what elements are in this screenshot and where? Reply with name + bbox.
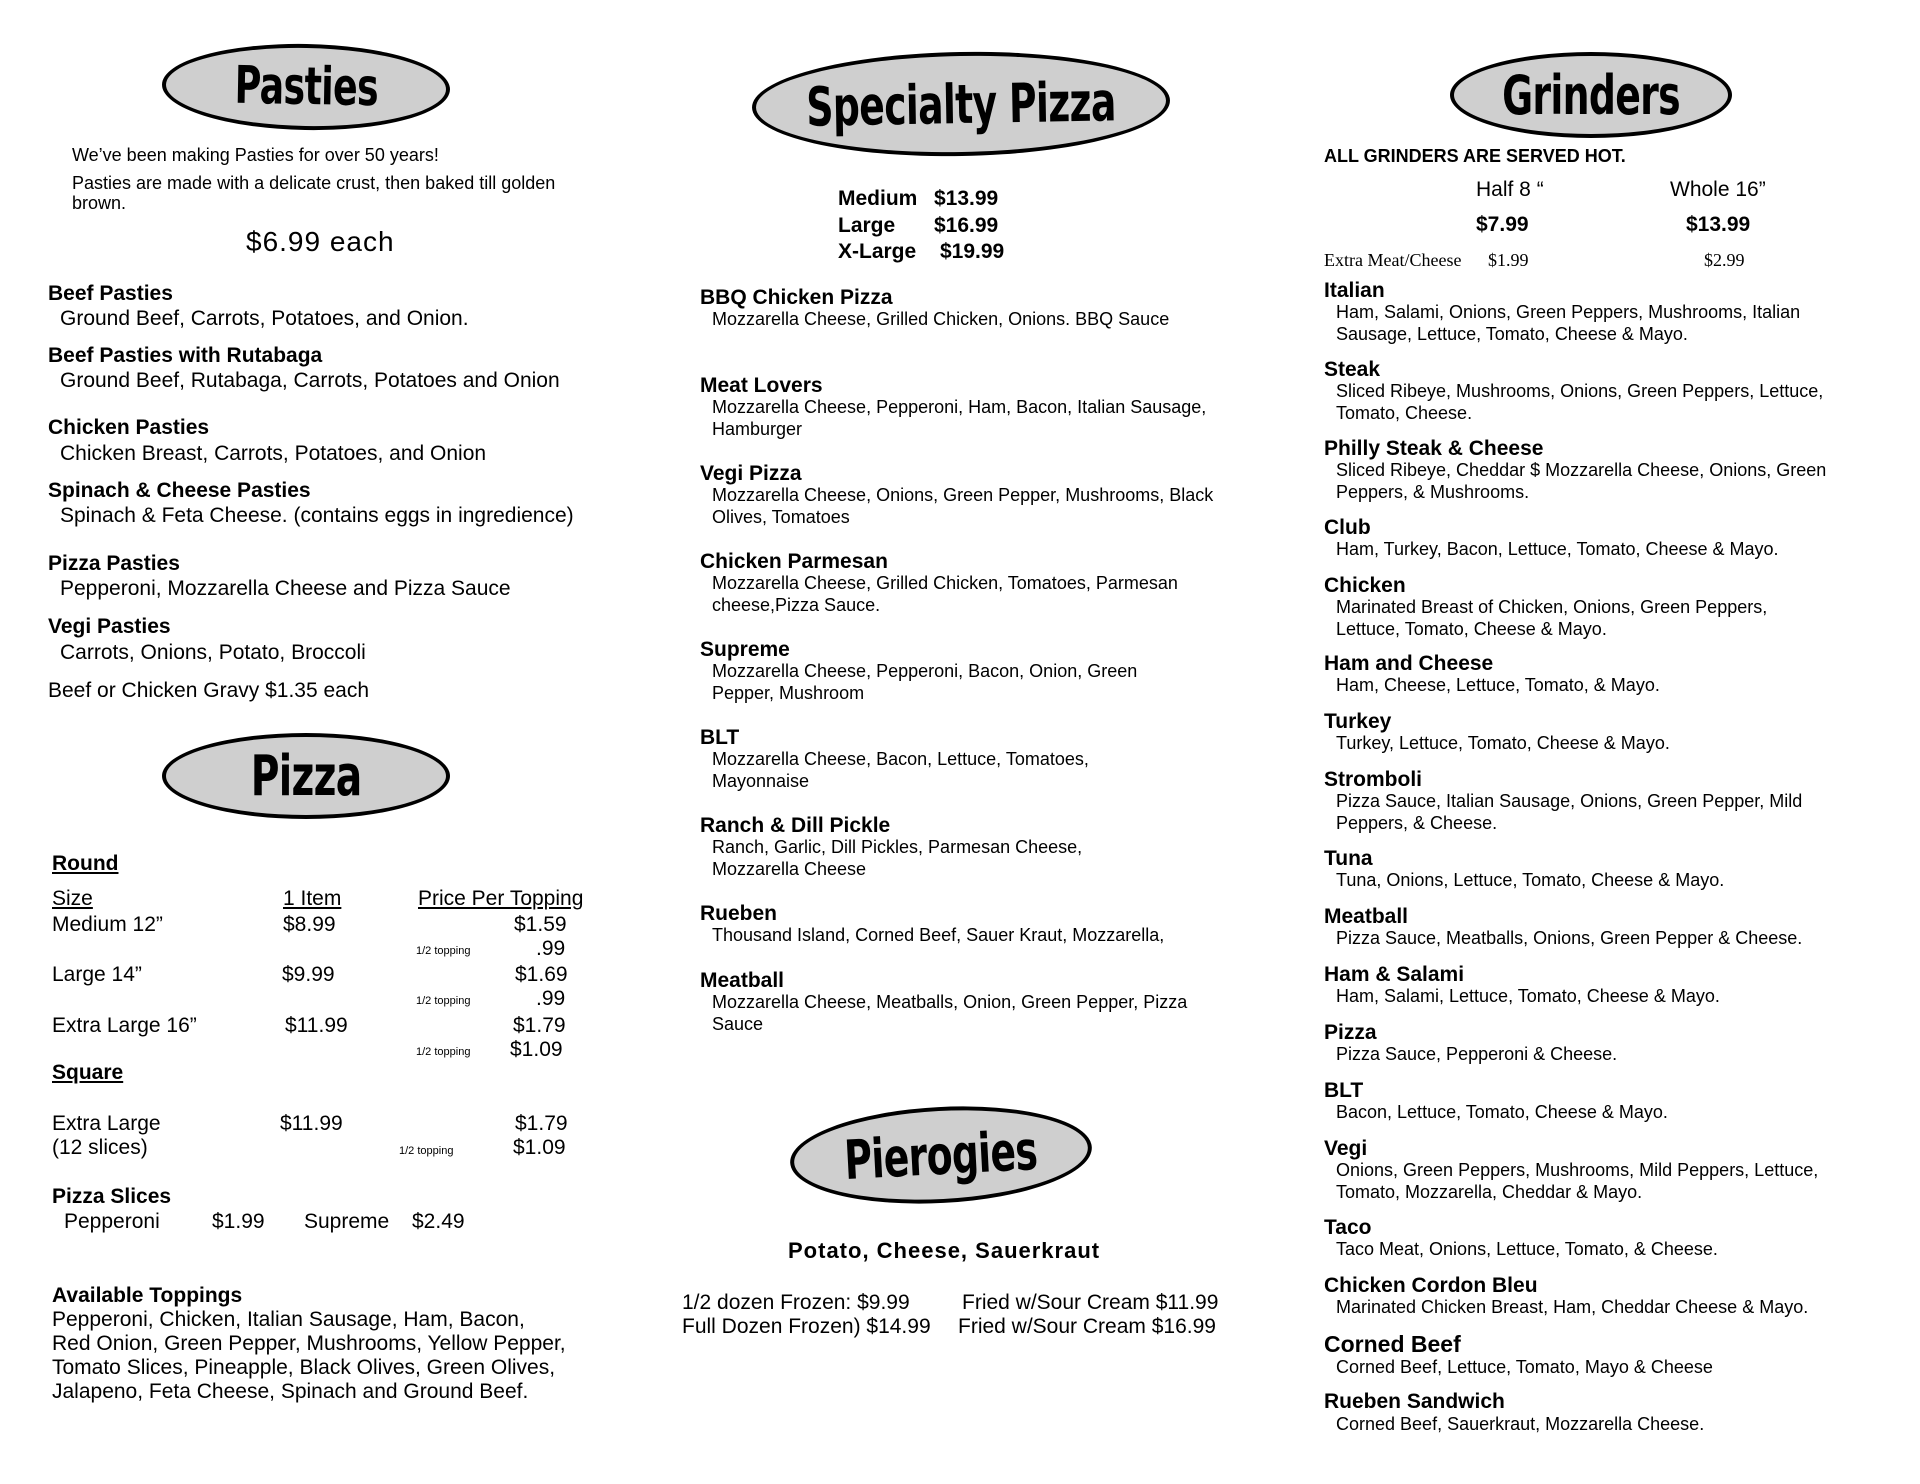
pasty-desc: Chicken Breast, Carrots, Potatoes, and Onion (60, 442, 487, 465)
square-slices: (12 slices) (52, 1136, 148, 1159)
grinders-heading-oval (1450, 52, 1732, 138)
grinder-desc: Corned Beef, Lettuce, Tomato, Mayo & Cheese (1336, 1357, 1713, 1377)
pizza-size: Large 14” (52, 963, 142, 986)
grinder-half-price: $7.99 (1476, 213, 1529, 236)
specialty-size-label: X-Large (838, 240, 917, 263)
grinder-name: Vegi (1324, 1137, 1368, 1160)
pizza-price: $11.99 (285, 1014, 348, 1037)
slice-supreme-price: $2.49 (412, 1210, 465, 1233)
col-size-header: Size (52, 887, 93, 910)
specialty-desc: Mozzarella Cheese, Onions, Green Pepper, Mushrooms, Black Olives, Tomatoes (712, 485, 1214, 527)
pizza-topping-price: $1.79 (513, 1014, 566, 1037)
specialty-name: Chicken Parmesan (700, 550, 888, 573)
half-topping-price: $1.09 (510, 1038, 563, 1061)
grinder-name: Philly Steak & Cheese (1324, 437, 1544, 460)
grinder-name: Stromboli (1324, 768, 1422, 791)
toppings-label: Available Toppings (52, 1284, 243, 1307)
pasty-name: Pizza Pasties (48, 552, 180, 575)
col-item-header: 1 Item (283, 887, 342, 910)
specialty-desc: Mozzarella Cheese, Pepperoni, Bacon, Onion, Green Pepper, Mushroom (712, 661, 1138, 703)
specialty-size-label: Large (838, 214, 896, 237)
grinder-desc: Sliced Ribeye, Mushrooms, Onions, Green Peppers, Lettuce, Tomato, Cheese. (1336, 381, 1824, 423)
grinder-name: Meatball (1324, 905, 1409, 928)
pasty-name: Beef Pasties (48, 282, 173, 305)
grinders-note: ALL GRINDERS ARE SERVED HOT. (1324, 146, 1626, 166)
specialty-heading: Specialty Pizza (805, 69, 1117, 139)
toppings-line: Jalapeno, Feta Cheese, Spinach and Ground Beef. (52, 1380, 529, 1403)
pizza-size: Medium 12” (52, 913, 163, 936)
pasty-desc: Pepperoni, Mozzarella Cheese and Pizza Sauce (60, 577, 511, 600)
pierogies-flavors: Potato, Cheese, Sauerkraut (788, 1238, 1101, 1263)
grinder-desc: Marinated Chicken Breast, Ham, Cheddar Cheese & Mayo. (1336, 1297, 1809, 1317)
slice-pepperoni-name: Pepperoni (64, 1210, 160, 1233)
grinder-desc: Sliced Ribeye, Cheddar $ Mozzarella Cheese, Onions, Green Peppers, & Mushrooms. (1336, 460, 1827, 502)
grinder-name: Steak (1324, 358, 1381, 381)
pasties-price: $6.99 each (246, 226, 395, 257)
specialty-name: Rueben (700, 902, 778, 925)
specialty-desc: Ranch, Garlic, Dill Pickles, Parmesan Cheese, Mozzarella Cheese (712, 837, 1083, 879)
grinder-name: Taco (1324, 1216, 1372, 1239)
specialty-desc: Thousand Island, Corned Beef, Sauer Kraut, Mozzarella, (712, 925, 1165, 945)
grinder-name: Club (1324, 516, 1371, 539)
toppings-line: Red Onion, Green Pepper, Mushrooms, Yellow Pepper, (52, 1332, 566, 1355)
half-topping-label: 1/2 topping (416, 995, 471, 1007)
pasties-heading: Pasties (233, 55, 379, 119)
grinder-name: Corned Beef (1324, 1331, 1461, 1357)
grinder-name: Ham and Cheese (1324, 652, 1494, 675)
pierogies-half-fried: Fried w/Sour Cream $11.99 (962, 1291, 1219, 1314)
half-topping-label: 1/2 topping (416, 945, 471, 957)
grinder-desc: Ham, Cheese, Lettuce, Tomato, & Mayo. (1336, 675, 1660, 695)
half-topping-price: .99 (536, 987, 566, 1010)
specialty-name: Meatball (700, 969, 785, 992)
specialty-size-price: $19.99 (940, 240, 1005, 263)
extra-meat-whole: $2.99 (1704, 250, 1745, 270)
grinder-desc: Onions, Green Peppers, Mushrooms, Mild Peppers, Lettuce, Tomato, Mozzarella, Cheddar & Mayo. (1336, 1160, 1819, 1202)
grinder-desc: Ham, Turkey, Bacon, Lettuce, Tomato, Cheese & Mayo. (1336, 539, 1779, 559)
grinder-name: Ham & Salami (1324, 963, 1465, 986)
specialty-name: Vegi Pizza (700, 462, 802, 485)
pasty-name: Spinach & Cheese Pasties (48, 479, 311, 502)
toppings-line: Pepperoni, Chicken, Italian Sausage, Ham, Bacon, (52, 1308, 525, 1331)
grinder-name: BLT (1324, 1079, 1364, 1102)
specialty-desc: Mozzarella Cheese, Bacon, Lettuce, Tomatoes, Mayonnaise (712, 749, 1089, 791)
pizza-heading-oval (162, 733, 450, 819)
pasty-desc: Ground Beef, Carrots, Potatoes, and Onion. (60, 307, 469, 330)
pizza-topping-price: $1.59 (514, 913, 567, 936)
pasties-heading-oval (161, 41, 450, 132)
pizza-size: Extra Large 16” (52, 1014, 197, 1037)
half-topping-label: 1/2 topping (399, 1145, 454, 1157)
grinder-whole-price: $13.99 (1686, 213, 1751, 236)
grinder-desc: Tuna, Onions, Lettuce, Tomato, Cheese & Mayo. (1336, 870, 1725, 890)
grinder-desc: Pizza Sauce, Pepperoni & Cheese. (1336, 1044, 1618, 1064)
specialty-desc: Mozzarella Cheese, Grilled Chicken, Onions. BBQ Sauce (712, 309, 1170, 329)
extra-meat-label: Extra Meat/Cheese (1324, 250, 1462, 270)
specialty-size-label: Medium (838, 187, 918, 210)
specialty-desc: Mozzarella Cheese, Grilled Chicken, Tomatoes, Parmesan cheese,Pizza Sauce. (712, 573, 1178, 615)
half-topping-label: 1/2 topping (416, 1046, 471, 1058)
pasty-desc: Carrots, Onions, Potato, Broccoli (60, 641, 366, 664)
specialty-size-price: $16.99 (934, 214, 999, 237)
grinder-name: Italian (1324, 279, 1385, 302)
specialty-name: Ranch & Dill Pickle (700, 814, 891, 837)
pizza-heading: Pizza (250, 743, 362, 809)
extra-meat-half: $1.99 (1488, 250, 1529, 270)
pierogies-dozen: Full Dozen Frozen) $14.99 (682, 1315, 931, 1338)
pizza-price: $8.99 (283, 913, 336, 936)
grinder-desc: Pizza Sauce, Italian Sausage, Onions, Green Pepper, Mild Peppers, & Cheese. (1336, 791, 1803, 833)
grinder-whole-label: Whole 16” (1670, 178, 1766, 201)
round-label: Round (52, 852, 119, 875)
slice-supreme-name: Supreme (304, 1210, 390, 1233)
grinder-name: Tuna (1324, 847, 1373, 870)
gravy-note: Beef or Chicken Gravy $1.35 each (48, 679, 370, 702)
pasties-intro-2: Pasties are made with a delicate crust, then baked till golden brown. (72, 173, 556, 213)
pasties-intro-1: We’ve been making Pasties for over 50 years! (72, 145, 439, 165)
pasty-desc: Spinach & Feta Cheese. (contains eggs in ingredience) (60, 504, 574, 527)
grinder-desc: Taco Meat, Onions, Lettuce, Tomato, & Cheese. (1336, 1239, 1718, 1259)
pasty-name: Vegi Pasties (48, 615, 171, 638)
grinder-desc: Corned Beef, Sauerkraut, Mozzarella Cheese. (1336, 1414, 1705, 1434)
grinder-name: Turkey (1324, 710, 1392, 733)
grinder-name: Chicken Cordon Bleu (1324, 1274, 1538, 1297)
grinder-desc: Bacon, Lettuce, Tomato, Cheese & Mayo. (1336, 1102, 1668, 1122)
specialty-name: Supreme (700, 638, 790, 661)
toppings-line: Tomato Slices, Pineapple, Black Olives, Green Olives, (52, 1356, 556, 1379)
pizza-price: $9.99 (282, 963, 335, 986)
half-topping-price: .99 (536, 937, 566, 960)
square-topping-price: $1.79 (515, 1112, 568, 1135)
slices-label: Pizza Slices (52, 1185, 172, 1208)
specialty-size-price: $13.99 (934, 187, 999, 210)
grinders-heading: Grinders (1502, 63, 1680, 127)
grinder-desc: Ham, Salami, Onions, Green Peppers, Mushrooms, Italian Sausage, Lettuce, Tomato, Cheese & Mayo. (1336, 302, 1801, 344)
specialty-desc: Mozzarella Cheese, Pepperoni, Ham, Bacon, Italian Sausage, Hamburger (712, 397, 1207, 439)
pasty-name: Chicken Pasties (48, 416, 210, 439)
square-price: $11.99 (280, 1112, 343, 1135)
col-topping-header: Price Per Topping (418, 887, 584, 910)
specialty-name: Meat Lovers (700, 374, 823, 397)
pasty-desc: Ground Beef, Rutabaga, Carrots, Potatoes and Onion (60, 369, 560, 392)
pierogies-half-dozen: 1/2 dozen Frozen: $9.99 (682, 1291, 910, 1314)
grinder-desc: Ham, Salami, Lettuce, Tomato, Cheese & Mayo. (1336, 986, 1720, 1006)
pierogies-heading-oval (788, 1099, 1095, 1211)
square-size: Extra Large (52, 1112, 161, 1135)
specialty-name: BLT (700, 726, 740, 749)
grinder-name: Rueben Sandwich (1324, 1390, 1505, 1413)
grinder-half-label: Half 8 “ (1476, 178, 1544, 201)
grinder-desc: Marinated Breast of Chicken, Onions, Green Peppers, Lettuce, Tomato, Cheese & Mayo. (1336, 597, 1768, 639)
grinder-name: Chicken (1324, 574, 1406, 597)
grinder-desc: Pizza Sauce, Meatballs, Onions, Green Pepper & Cheese. (1336, 928, 1803, 948)
grinder-name: Pizza (1324, 1021, 1377, 1044)
square-half-price: $1.09 (513, 1136, 566, 1159)
specialty-name: BBQ Chicken Pizza (700, 286, 893, 309)
pizza-topping-price: $1.69 (515, 963, 568, 986)
specialty-heading-oval (751, 48, 1171, 159)
square-label: Square (52, 1061, 124, 1084)
pasty-name: Beef Pasties with Rutabaga (48, 344, 323, 367)
specialty-desc: Mozzarella Cheese, Meatballs, Onion, Green Pepper, Pizza Sauce (712, 992, 1188, 1034)
pierogies-dozen-fried: Fried w/Sour Cream $16.99 (958, 1315, 1216, 1338)
pierogies-heading: Pierogies (843, 1118, 1039, 1192)
slice-pepperoni-price: $1.99 (212, 1210, 265, 1233)
grinder-desc: Turkey, Lettuce, Tomato, Cheese & Mayo. (1336, 733, 1670, 753)
